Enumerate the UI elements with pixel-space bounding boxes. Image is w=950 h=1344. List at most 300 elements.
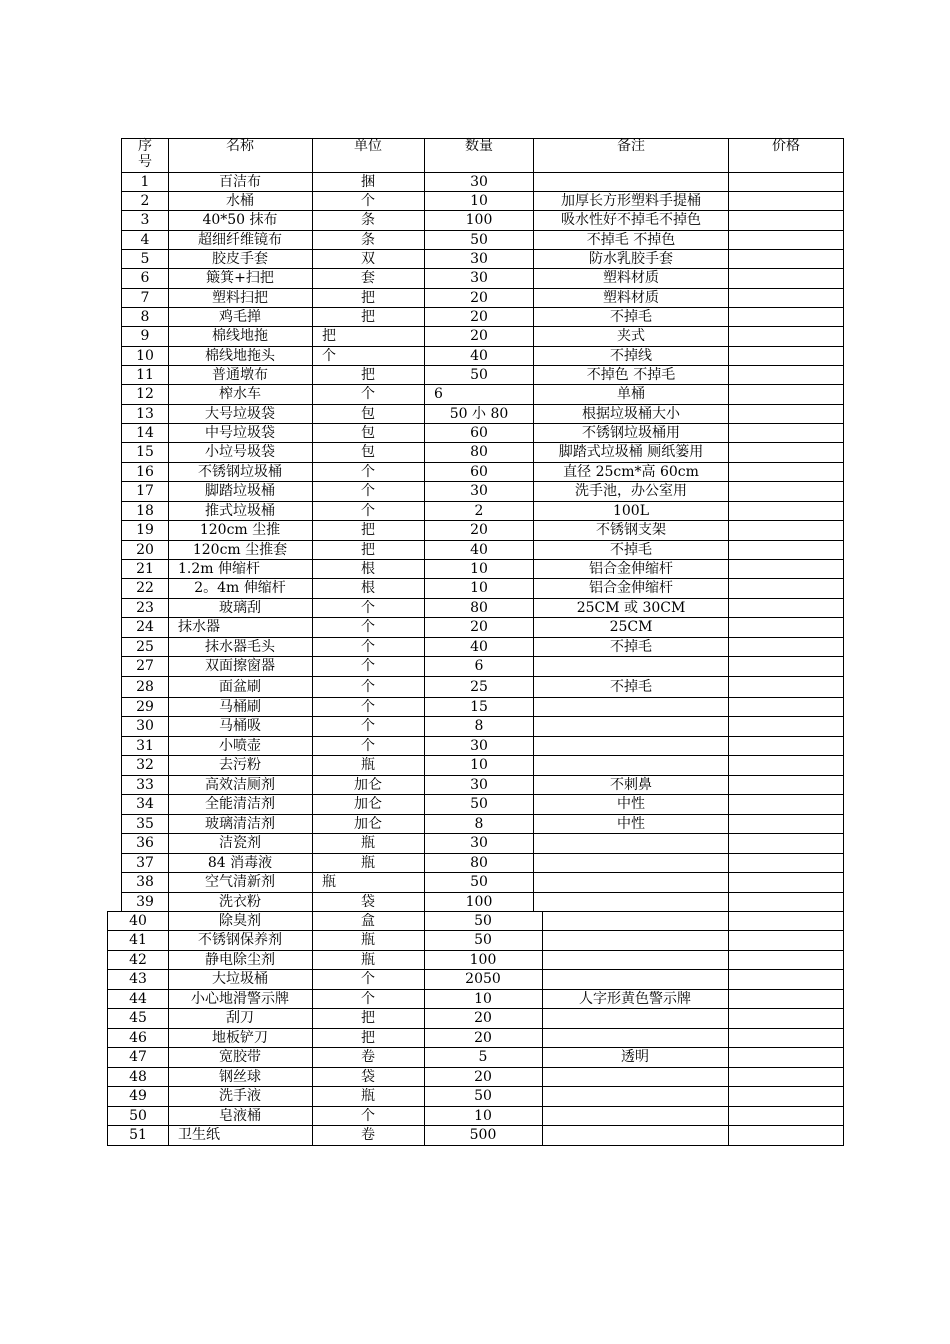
item-quantity: 100 xyxy=(465,894,493,910)
row-index: 42 xyxy=(129,952,147,968)
item-quantity: 50 xyxy=(470,796,488,812)
item-quantity: 500 xyxy=(469,1127,497,1143)
item-unit: 个 xyxy=(361,679,375,695)
item-remark: 中性 xyxy=(617,816,645,832)
row-border xyxy=(107,911,844,912)
item-remark: 洗手池，办公室用 xyxy=(575,483,687,499)
item-quantity: 40 xyxy=(470,542,488,558)
item-unit: 个 xyxy=(361,699,375,715)
item-quantity: 30 xyxy=(470,738,488,754)
item-name: 大号垃圾袋 xyxy=(205,406,275,422)
column-border xyxy=(312,911,313,1145)
item-name: 宽胶带 xyxy=(219,1049,261,1065)
column-border xyxy=(424,138,425,911)
row-index: 3 xyxy=(140,212,150,228)
item-unit: 条 xyxy=(361,212,375,228)
row-index: 25 xyxy=(136,639,154,655)
item-name: 全能清洁剂 xyxy=(205,796,275,812)
item-remark: 塑料材质 xyxy=(603,290,659,306)
row-border xyxy=(121,191,844,192)
item-unit: 个 xyxy=(361,991,375,1007)
item-name: 马桶刷 xyxy=(219,699,261,715)
item-unit: 个 xyxy=(361,600,375,616)
item-quantity: 15 xyxy=(470,699,488,715)
item-name: 脚踏垃圾桶 xyxy=(205,483,275,499)
item-quantity: 20 xyxy=(470,522,488,538)
item-unit: 个 xyxy=(361,639,375,655)
item-unit: 瓶 xyxy=(361,757,375,773)
item-unit: 把 xyxy=(361,1010,375,1026)
item-unit: 包 xyxy=(361,425,375,441)
item-remark: 防水乳胶手套 xyxy=(589,251,673,267)
item-quantity: 20 xyxy=(474,1030,492,1046)
row-border xyxy=(121,249,844,250)
item-unit: 瓶 xyxy=(361,932,375,948)
row-index: 51 xyxy=(129,1127,147,1143)
row-border xyxy=(121,230,844,231)
item-quantity: 50 xyxy=(470,232,488,248)
row-index: 34 xyxy=(136,796,154,812)
item-unit: 袋 xyxy=(361,1069,375,1085)
item-name: 120cm 尘推 xyxy=(199,522,281,538)
row-index: 35 xyxy=(136,816,154,832)
item-unit: 把 xyxy=(361,309,375,325)
row-border xyxy=(121,404,844,405)
row-border xyxy=(121,814,844,815)
item-name: 小垃号圾袋 xyxy=(205,444,275,460)
row-index: 33 xyxy=(136,777,154,793)
item-unit: 把 xyxy=(361,367,375,383)
row-index: 41 xyxy=(129,932,147,948)
item-remark: 铝合金伸缩杆 xyxy=(589,580,673,596)
row-index: 12 xyxy=(136,386,154,402)
item-unit: 个 xyxy=(361,658,375,674)
item-name: 去污粉 xyxy=(219,757,261,773)
row-border xyxy=(121,326,844,327)
item-quantity: 50 xyxy=(470,367,488,383)
row-index: 47 xyxy=(129,1049,147,1065)
item-remark: 不锈钢垃圾桶用 xyxy=(582,425,680,441)
row-index: 1 xyxy=(140,174,150,190)
row-index: 38 xyxy=(136,874,154,890)
item-name: 空气清新剂 xyxy=(205,874,275,890)
column-border xyxy=(312,138,313,911)
item-remark: 100L xyxy=(612,503,650,519)
item-name: 皂液桶 xyxy=(219,1108,261,1124)
item-quantity: 30 xyxy=(470,270,488,286)
item-name: 除臭剂 xyxy=(219,913,261,929)
row-border xyxy=(121,365,844,366)
row-border xyxy=(121,559,844,560)
item-unit: 个 xyxy=(361,483,375,499)
item-remark: 不掉毛 xyxy=(610,639,652,655)
row-index: 22 xyxy=(136,580,154,596)
item-remark: 不掉色 不掉毛 xyxy=(586,367,676,383)
row-index: 4 xyxy=(140,232,150,248)
item-name: 卫生纸 xyxy=(178,1127,220,1143)
item-quantity: 8 xyxy=(474,816,484,832)
item-unit: 个 xyxy=(361,503,375,519)
item-name: 洗手液 xyxy=(219,1088,261,1104)
item-name: 水桶 xyxy=(226,193,254,209)
row-index: 10 xyxy=(136,348,154,364)
item-quantity: 10 xyxy=(474,1108,492,1124)
header-unit: 单位 xyxy=(354,138,382,154)
item-quantity: 2 xyxy=(474,503,484,519)
row-border xyxy=(121,656,844,657)
row-border xyxy=(121,423,844,424)
item-quantity: 50 xyxy=(470,874,488,890)
row-border xyxy=(121,617,844,618)
item-quantity: 60 xyxy=(470,464,488,480)
item-name: 胶皮手套 xyxy=(212,251,268,267)
row-border xyxy=(121,872,844,873)
item-remark: 脚踏式垃圾桶 厕纸篓用 xyxy=(558,444,704,460)
row-index: 11 xyxy=(136,367,154,383)
item-unit: 个 xyxy=(361,1108,375,1124)
row-border xyxy=(121,520,844,521)
row-border xyxy=(107,1028,844,1029)
row-index: 37 xyxy=(136,855,154,871)
item-remark: 透明 xyxy=(621,1049,649,1065)
item-quantity: 20 xyxy=(474,1069,492,1085)
row-index: 30 xyxy=(136,718,154,734)
item-remark: 加厚长方形塑料手提桶 xyxy=(561,193,701,209)
item-remark: 夹式 xyxy=(617,328,645,344)
header-price: 价格 xyxy=(772,138,800,154)
row-index: 49 xyxy=(129,1088,147,1104)
item-quantity: 40 xyxy=(470,348,488,364)
item-name: 静电除尘剂 xyxy=(205,952,275,968)
row-border xyxy=(121,172,844,173)
row-index: 19 xyxy=(136,522,154,538)
item-quantity: 30 xyxy=(470,251,488,267)
item-quantity: 30 xyxy=(470,835,488,851)
item-unit: 包 xyxy=(361,444,375,460)
row-index: 2 xyxy=(140,193,150,209)
item-quantity: 50 小 80 xyxy=(449,406,509,422)
item-name: 百洁布 xyxy=(219,174,261,190)
item-unit: 瓶 xyxy=(361,952,375,968)
column-border xyxy=(728,138,729,911)
item-quantity: 20 xyxy=(470,309,488,325)
row-index: 46 xyxy=(129,1030,147,1046)
item-quantity: 80 xyxy=(470,855,488,871)
item-quantity: 20 xyxy=(470,619,488,635)
row-border xyxy=(107,1145,844,1146)
row-border xyxy=(107,1106,844,1107)
row-border xyxy=(121,598,844,599)
item-name: 钢丝球 xyxy=(219,1069,261,1085)
row-border xyxy=(121,578,844,579)
row-index: 20 xyxy=(136,542,154,558)
row-index: 18 xyxy=(136,503,154,519)
item-unit: 捆 xyxy=(361,174,375,190)
column-border xyxy=(168,138,169,911)
item-unit: 个 xyxy=(322,348,336,364)
item-unit: 个 xyxy=(361,193,375,209)
row-border xyxy=(121,462,844,463)
item-name: 马桶吸 xyxy=(219,718,261,734)
item-quantity: 10 xyxy=(474,991,492,1007)
item-remark: 不掉毛 xyxy=(610,679,652,695)
item-quantity: 50 xyxy=(474,1088,492,1104)
column-border xyxy=(121,138,122,911)
row-border xyxy=(107,1047,844,1048)
item-name: 小心地滑警示牌 xyxy=(191,991,289,1007)
row-index: 43 xyxy=(129,971,147,987)
item-name: 超细纤维镜布 xyxy=(198,232,282,248)
item-quantity: 100 xyxy=(465,212,493,228)
row-border xyxy=(121,794,844,795)
row-index: 7 xyxy=(140,290,150,306)
row-index: 28 xyxy=(136,679,154,695)
item-unit: 个 xyxy=(361,971,375,987)
item-quantity: 30 xyxy=(470,483,488,499)
item-remark: 单桶 xyxy=(617,386,645,402)
row-index: 6 xyxy=(140,270,150,286)
item-unit: 套 xyxy=(361,270,375,286)
item-unit: 双 xyxy=(361,251,375,267)
item-unit: 个 xyxy=(361,718,375,734)
row-index: 44 xyxy=(129,991,147,1007)
item-name: 不锈钢垃圾桶 xyxy=(198,464,282,480)
item-name: 刮刀 xyxy=(226,1010,254,1026)
item-name: 面盆刷 xyxy=(219,679,261,695)
item-unit: 把 xyxy=(361,542,375,558)
item-unit: 把 xyxy=(361,290,375,306)
row-index: 27 xyxy=(136,658,154,674)
item-unit: 瓶 xyxy=(361,855,375,871)
item-quantity: 6 xyxy=(434,386,443,402)
column-border xyxy=(107,911,108,1145)
row-index: 14 xyxy=(136,425,154,441)
column-border xyxy=(542,911,543,1145)
item-name: 双面擦窗器 xyxy=(205,658,275,674)
row-border xyxy=(121,481,844,482)
row-index: 5 xyxy=(140,251,150,267)
row-index: 45 xyxy=(129,1010,147,1026)
item-name: 抹水器毛头 xyxy=(205,639,275,655)
row-index: 40 xyxy=(129,913,147,929)
item-quantity: 6 xyxy=(474,658,484,674)
item-quantity: 10 xyxy=(470,193,488,209)
item-unit: 瓶 xyxy=(322,874,336,890)
row-index: 9 xyxy=(140,328,150,344)
item-unit: 加仑 xyxy=(354,816,382,832)
item-remark: 吸水性好不掉毛不掉色 xyxy=(561,212,701,228)
item-name: 大垃圾桶 xyxy=(212,971,268,987)
row-border xyxy=(107,930,844,931)
row-border xyxy=(121,676,844,677)
row-index: 15 xyxy=(136,444,154,460)
item-name: 普通墩布 xyxy=(212,367,268,383)
item-unit: 条 xyxy=(361,232,375,248)
row-border xyxy=(121,540,844,541)
item-name: 84 消毒液 xyxy=(207,855,273,871)
row-border xyxy=(121,892,844,893)
item-quantity: 50 xyxy=(474,913,492,929)
item-name: 不锈钢保养剂 xyxy=(198,932,282,948)
row-border xyxy=(107,989,844,990)
column-border xyxy=(728,911,729,1145)
item-remark: 不掉毛 不掉色 xyxy=(586,232,676,248)
item-remark: 塑料材质 xyxy=(603,270,659,286)
row-index: 31 xyxy=(136,738,154,754)
item-quantity: 2050 xyxy=(465,971,501,987)
row-border xyxy=(121,346,844,347)
item-unit: 个 xyxy=(361,619,375,635)
item-unit: 瓶 xyxy=(361,835,375,851)
row-border xyxy=(121,210,844,211)
item-quantity: 8 xyxy=(474,718,484,734)
item-unit: 加仑 xyxy=(354,777,382,793)
item-unit: 根 xyxy=(361,580,375,596)
item-quantity: 30 xyxy=(470,777,488,793)
item-remark: 不掉毛 xyxy=(610,542,652,558)
row-index: 17 xyxy=(136,483,154,499)
row-index: 29 xyxy=(136,699,154,715)
item-remark: 不掉毛 xyxy=(610,309,652,325)
row-index: 16 xyxy=(136,464,154,480)
row-border xyxy=(107,969,844,970)
item-name: 高效洁厕剂 xyxy=(205,777,275,793)
row-index: 50 xyxy=(129,1108,147,1124)
item-name: 簸箕+扫把 xyxy=(206,270,274,286)
item-remark: 不刺鼻 xyxy=(610,777,652,793)
item-unit: 卷 xyxy=(361,1127,375,1143)
item-quantity: 30 xyxy=(470,174,488,190)
row-border xyxy=(121,268,844,269)
row-index: 23 xyxy=(136,600,154,616)
item-quantity: 20 xyxy=(474,1010,492,1026)
item-unit: 卷 xyxy=(361,1049,375,1065)
item-name: 抹水器 xyxy=(178,619,220,635)
item-remark: 25CM 或 30CM xyxy=(576,600,686,616)
item-name: 鸡毛掸 xyxy=(219,309,261,325)
item-unit: 袋 xyxy=(361,894,375,910)
row-index: 21 xyxy=(136,561,154,577)
item-quantity: 40 xyxy=(470,639,488,655)
item-unit: 瓶 xyxy=(361,1088,375,1104)
header-index: 序 xyxy=(138,138,152,154)
row-border xyxy=(121,637,844,638)
row-border xyxy=(121,775,844,776)
row-border xyxy=(121,697,844,698)
row-border xyxy=(107,1008,844,1009)
item-quantity: 80 xyxy=(470,444,488,460)
row-border xyxy=(121,716,844,717)
item-unit: 包 xyxy=(361,406,375,422)
row-border xyxy=(121,288,844,289)
item-quantity: 100 xyxy=(469,952,497,968)
item-quantity: 20 xyxy=(470,290,488,306)
row-index: 13 xyxy=(136,406,154,422)
row-border xyxy=(121,755,844,756)
item-unit: 把 xyxy=(361,1030,375,1046)
item-unit: 盒 xyxy=(361,913,375,929)
item-name: 棉线地拖头 xyxy=(205,348,275,364)
column-border xyxy=(843,911,844,1145)
item-name: 中号垃圾袋 xyxy=(205,425,275,441)
item-unit: 把 xyxy=(322,328,336,344)
item-name: 洁瓷剂 xyxy=(219,835,261,851)
item-name: 榨水车 xyxy=(219,386,261,402)
item-name: 120cm 尘推套 xyxy=(192,542,288,558)
item-name: 地板铲刀 xyxy=(212,1030,268,1046)
column-border xyxy=(533,138,534,911)
item-name: 40*50 抹布 xyxy=(202,212,278,228)
item-remark: 直径 25cm*高 60cm xyxy=(563,464,699,480)
item-remark: 不掉线 xyxy=(610,348,652,364)
row-index: 36 xyxy=(136,835,154,851)
item-quantity: 5 xyxy=(478,1049,488,1065)
item-remark: 人字形黄色警示牌 xyxy=(579,991,691,1007)
column-border xyxy=(843,138,844,911)
header-index-line2: 号 xyxy=(138,154,152,170)
row-index: 39 xyxy=(136,894,154,910)
column-border xyxy=(424,911,425,1145)
row-index: 24 xyxy=(136,619,154,635)
row-border xyxy=(121,501,844,502)
column-border xyxy=(168,911,169,1145)
header-remark: 备注 xyxy=(617,138,645,154)
item-name: 小喷壶 xyxy=(219,738,261,754)
item-quantity: 10 xyxy=(470,580,488,596)
item-unit: 个 xyxy=(361,738,375,754)
row-index: 48 xyxy=(129,1069,147,1085)
item-quantity: 20 xyxy=(470,328,488,344)
row-border xyxy=(121,307,844,308)
item-unit: 个 xyxy=(361,386,375,402)
row-border xyxy=(121,384,844,385)
row-index: 32 xyxy=(136,757,154,773)
item-remark: 25CM xyxy=(609,619,653,635)
item-remark: 铝合金伸缩杆 xyxy=(589,561,673,577)
item-name: 玻璃刮 xyxy=(219,600,261,616)
item-remark: 不锈钢支架 xyxy=(596,522,666,538)
item-quantity: 25 xyxy=(470,679,488,695)
item-remark: 中性 xyxy=(617,796,645,812)
row-border xyxy=(121,833,844,834)
item-name: 玻璃清洁剂 xyxy=(205,816,275,832)
item-unit: 个 xyxy=(361,464,375,480)
item-unit: 根 xyxy=(361,561,375,577)
row-border xyxy=(107,1067,844,1068)
item-quantity: 10 xyxy=(470,561,488,577)
item-quantity: 10 xyxy=(470,757,488,773)
item-remark: 根据垃圾桶大小 xyxy=(582,406,680,422)
item-quantity: 50 xyxy=(474,932,492,948)
item-name: 2。4m 伸缩杆 xyxy=(194,580,286,596)
row-border xyxy=(107,950,844,951)
row-index: 8 xyxy=(140,309,150,325)
item-name: 推式垃圾桶 xyxy=(205,503,275,519)
item-name: 洗衣粉 xyxy=(219,894,261,910)
header-quantity: 数量 xyxy=(465,138,493,154)
item-quantity: 60 xyxy=(470,425,488,441)
item-unit: 把 xyxy=(361,522,375,538)
header-name: 名称 xyxy=(226,138,254,154)
row-border xyxy=(121,442,844,443)
item-name: 棉线地拖 xyxy=(212,328,268,344)
item-quantity: 80 xyxy=(470,600,488,616)
row-border xyxy=(107,1125,844,1126)
item-unit: 加仑 xyxy=(354,796,382,812)
row-border xyxy=(107,1086,844,1087)
item-name: 塑料扫把 xyxy=(212,290,268,306)
row-border xyxy=(121,736,844,737)
